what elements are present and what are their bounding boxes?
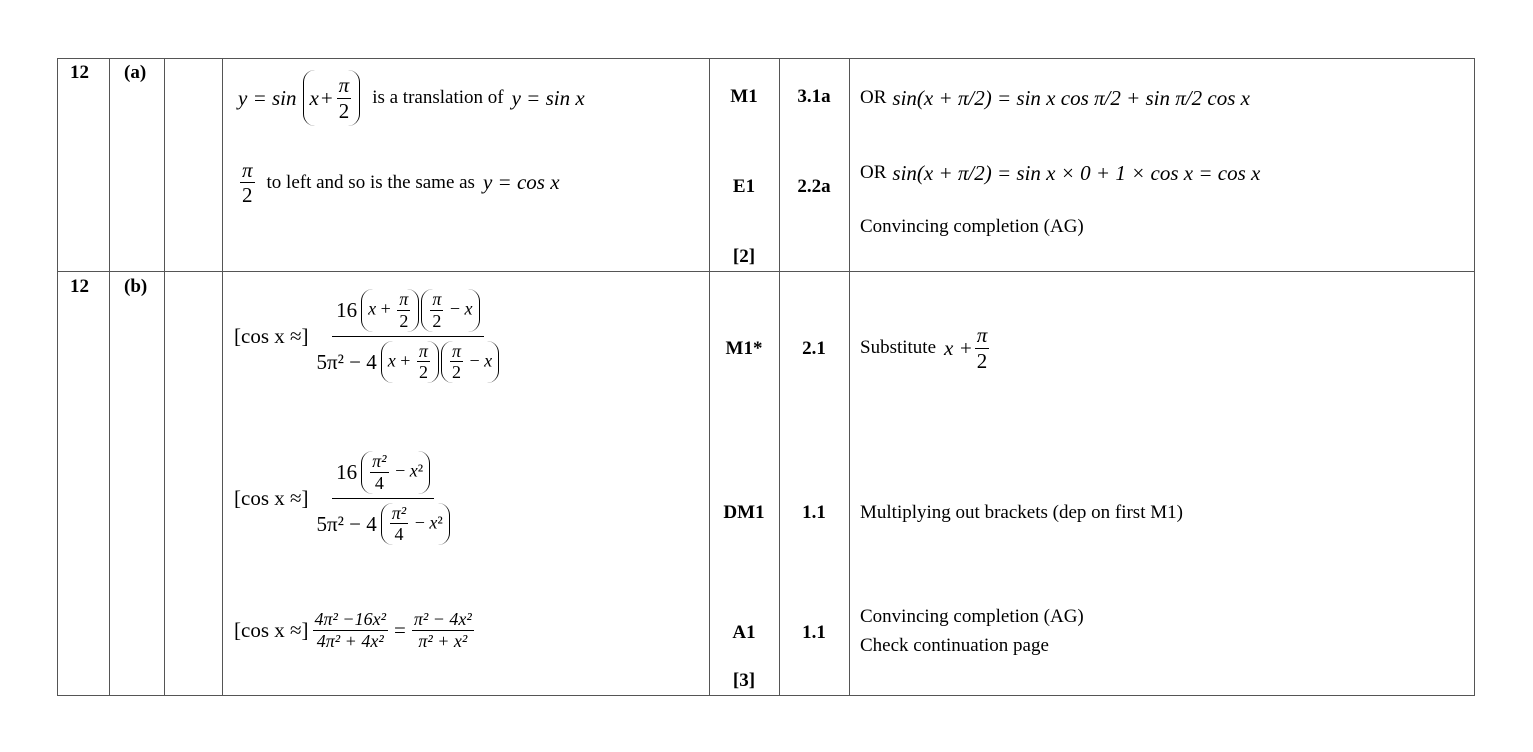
guidance-math: sin(x + π/2) = sin x cos π/2 + sin π/2 cos x: [892, 85, 1250, 110]
fraction-numerator: π: [242, 158, 253, 182]
guidance-line-a1: [860, 66, 1250, 130]
equals-sign: =: [393, 617, 406, 642]
table-bottom-border: [57, 695, 1475, 696]
lhs-cos-approx: [cos x ≈]: [234, 323, 309, 348]
guidance-or: OR: [860, 162, 887, 183]
mark-label: M1: [730, 86, 758, 107]
question-number: 12: [70, 276, 89, 297]
expr-y-sin-x: y = sin x: [511, 85, 585, 110]
paren-group: [303, 70, 361, 126]
big-fraction: [313, 289, 504, 383]
ao-label: 2.2a: [797, 176, 831, 197]
col-border-7: [1474, 58, 1475, 695]
guidance-text: Substitute: [860, 337, 937, 358]
fraction-denominator: 4π² + 4x²: [316, 630, 384, 651]
guidance-line-a2: [860, 145, 1260, 201]
big-fraction: [313, 451, 454, 545]
table-top-border: [57, 58, 1475, 59]
coef: 16: [336, 460, 358, 485]
answer-line-b2: [234, 430, 456, 566]
question-part: (a): [124, 62, 147, 83]
col-border-3: [222, 58, 223, 695]
ao-label: 3.1a: [797, 86, 831, 107]
col-border-0: [57, 58, 58, 695]
total-marks: [3]: [732, 670, 756, 691]
fraction-pi-over-2: [975, 323, 990, 372]
mark-label: DM1: [723, 502, 765, 523]
fraction-numerator: π: [338, 73, 350, 98]
paren-x-plus: x + $\frac{\pi}{2}$: [381, 341, 439, 383]
guidance-line-b1: [860, 320, 991, 376]
paren-x-plus: x + $\frac{\pi}{2}$: [361, 289, 419, 331]
fraction-denominator: [313, 337, 504, 383]
ao-label: 1.1: [802, 622, 826, 643]
answer-text: to left and so is the same as: [266, 171, 475, 193]
paren-pi-minus: $\frac{\pi}{2}$ − x: [441, 341, 499, 383]
ao-label: 2.1: [802, 338, 826, 359]
fraction-numerator: π: [976, 323, 988, 348]
col-border-4: [709, 58, 710, 695]
mark-label: A1: [732, 622, 756, 643]
mark-label: M1*: [725, 338, 763, 359]
paren-pi2-over-4: $\frac{\text{π²}}{4}$ − x²: [381, 503, 450, 545]
paren-pi2-over-4: $\frac{\text{π²}}{4}$ − x²: [361, 451, 430, 493]
answer-line-b3: [234, 598, 476, 662]
expr-y-cos-x: y = cos x: [482, 170, 560, 195]
fraction-numerator: 4π² −16x²: [314, 608, 386, 629]
guidance-text: Multiplying out brackets (dep on first M1): [860, 502, 1183, 523]
guidance-text: Check continuation page: [860, 635, 1049, 656]
paren-pi-minus: $\frac{\pi}{2}$ − x: [421, 289, 479, 331]
den-prefix: 5π² − 4: [316, 511, 377, 536]
fraction-1: [313, 609, 388, 651]
fraction-numerator: π² − 4x²: [413, 608, 472, 629]
guidance-x-plus: x +: [944, 335, 973, 360]
guidance-text: Convincing completion (AG): [860, 216, 1084, 237]
col-border-1: [109, 58, 110, 695]
fraction-numerator: [332, 289, 483, 336]
lhs-cos-approx: [cos x ≈]: [234, 485, 309, 510]
fraction-numerator: [332, 451, 434, 498]
guidance-math: sin(x + π/2) = sin x × 0 + 1 × cos x = cos x: [892, 160, 1261, 185]
fraction-denominator: 2: [338, 98, 350, 123]
mark-label: E1: [732, 176, 756, 197]
fraction-pi-over-2: [240, 158, 255, 207]
total-marks: [2]: [732, 246, 756, 267]
question-number: 12: [70, 62, 89, 83]
question-part: (b): [124, 276, 148, 297]
ao-label: 1.1: [802, 502, 826, 523]
answer-text: is a translation of: [372, 87, 504, 108]
col-border-2: [164, 58, 165, 695]
fraction-pi-over-2: [337, 73, 352, 122]
den-prefix: 5π² − 4: [316, 349, 377, 374]
row-divider: [57, 271, 1475, 272]
answer-line-a1: [238, 66, 585, 130]
coef: 16: [336, 298, 358, 323]
plus-sign: +: [320, 85, 333, 110]
guidance-text: Convincing completion (AG): [860, 606, 1084, 627]
col-border-5: [779, 58, 780, 695]
answer-line-a2: [238, 158, 560, 207]
col-border-6: [849, 58, 850, 695]
guidance-or: OR: [860, 87, 887, 108]
fraction-2: [412, 609, 474, 651]
var-x: x: [309, 85, 319, 110]
answer-line-b1: [234, 282, 505, 390]
fraction-denominator: π² + x²: [418, 630, 468, 651]
lhs-cos-approx: [cos x ≈]: [234, 617, 309, 642]
fraction-denominator: 2: [242, 183, 253, 208]
fraction-denominator: [313, 499, 454, 545]
expr-y-sin: y = sin: [238, 85, 297, 110]
fraction-denominator: 2: [976, 348, 988, 373]
